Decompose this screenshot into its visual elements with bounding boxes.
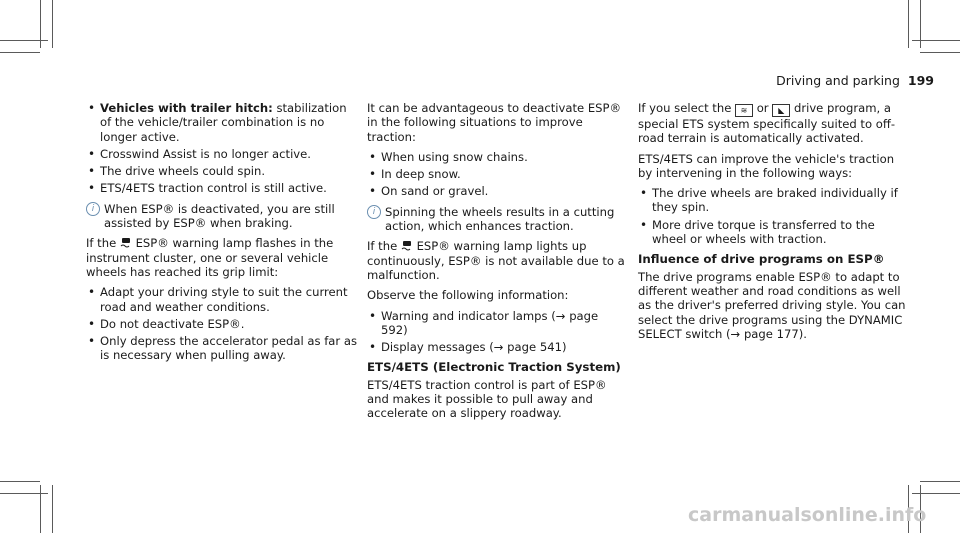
paragraph: ETS/4ETS traction control is part of ESP® and makes it possible to pull away and accelerate on a slippery roadway. bbox=[367, 377, 607, 421]
crop-mark bbox=[0, 40, 48, 41]
paragraph: If the ESP® warning lamp lights up continuously, ESP® is not available due to a malfunction. bbox=[367, 239, 625, 282]
paragraph: It can be advantageous to deactivate ESP® in the following situations to improve traction: bbox=[367, 101, 622, 144]
crop-mark bbox=[0, 493, 48, 494]
list-item: • ETS/4ETS traction control is still active. bbox=[86, 181, 358, 195]
page-number: 199 bbox=[907, 73, 934, 88]
list-item: • Warning and indicator lamps (→ page 592) bbox=[367, 309, 627, 338]
esp-warning-icon bbox=[401, 240, 413, 251]
list-situations bbox=[367, 150, 627, 199]
list-item: • Crosswind Assist is no longer active. bbox=[86, 147, 358, 161]
info-icon: i bbox=[86, 202, 100, 216]
list-item: • The drive wheels are braked individually if they spin. bbox=[638, 186, 908, 215]
list-item: • The drive wheels could spin. bbox=[86, 164, 358, 178]
note: i Spinning the wheels results in a cutting action, which enhances traction. bbox=[367, 205, 627, 234]
list-item: • More drive torque is transferred to the wheel or wheels with traction. bbox=[638, 218, 908, 247]
offroad-mode-icon: ≋ bbox=[735, 104, 753, 117]
column-2 bbox=[367, 101, 627, 427]
list-deactivation-effects bbox=[86, 101, 358, 196]
section-heading: ETS/4ETS (Electronic Traction System) bbox=[367, 360, 621, 375]
list-item: • Only depress the accelerator pedal as far as is necessary when pulling away. bbox=[86, 334, 358, 363]
crop-mark bbox=[920, 52, 960, 53]
crop-mark bbox=[0, 52, 40, 53]
paragraph: If you select the ≋ or ◣ drive program, a special ETS system specifically suited to off-road terrain is automatically activated. bbox=[638, 101, 896, 146]
paragraph: ETS/4ETS can improve the vehicle's traction by intervening in the following ways: bbox=[638, 151, 895, 180]
list-item: • Adapt your driving style to suit the current road and weather conditions. bbox=[86, 285, 358, 314]
crop-mark bbox=[912, 40, 960, 41]
esp-warning-icon bbox=[120, 237, 132, 248]
crop-mark bbox=[52, 0, 53, 48]
list-grip-limit bbox=[86, 285, 358, 362]
list-item: • Display messages (→ page 541) bbox=[367, 340, 627, 354]
list-references bbox=[367, 309, 627, 355]
info-icon: i bbox=[367, 205, 381, 219]
paragraph: If the ESP® warning lamp flashes in the instrument cluster, one or several vehicle wheels has reached its grip limit: bbox=[86, 236, 334, 279]
list-item: • On sand or gravel. bbox=[367, 184, 627, 198]
column-1 bbox=[86, 101, 358, 369]
crop-mark bbox=[908, 0, 909, 48]
watermark: carmanualsonline.info bbox=[688, 504, 927, 526]
section-heading: Influence of drive programs on ESP® bbox=[638, 252, 885, 267]
page-header bbox=[776, 73, 934, 88]
paragraph: Observe the following information: bbox=[367, 288, 569, 303]
column-3 bbox=[638, 101, 908, 347]
section-title: Driving and parking bbox=[776, 73, 900, 88]
hill-mode-icon: ◣ bbox=[772, 104, 790, 117]
list-item: • Vehicles with trailer hitch: stabilization of the vehicle/trailer combination is no longer active. bbox=[86, 101, 358, 144]
crop-mark bbox=[920, 481, 960, 482]
list-traction-ways bbox=[638, 186, 908, 246]
list-item: • Do not deactivate ESP®. bbox=[86, 317, 358, 331]
paragraph: The drive programs enable ESP® to adapt to different weather and road conditions as well as the driver's preferred driving style. You can select the drive programs using the DYNAMIC SELECT switch (→ page 177). bbox=[638, 269, 906, 341]
note: i When ESP® is deactivated, you are still assisted by ESP® when braking. bbox=[86, 202, 358, 231]
crop-mark bbox=[52, 485, 53, 533]
list-item: • In deep snow. bbox=[367, 167, 627, 181]
crop-mark bbox=[912, 493, 960, 494]
list-item: • When using snow chains. bbox=[367, 150, 627, 164]
crop-mark bbox=[0, 481, 40, 482]
